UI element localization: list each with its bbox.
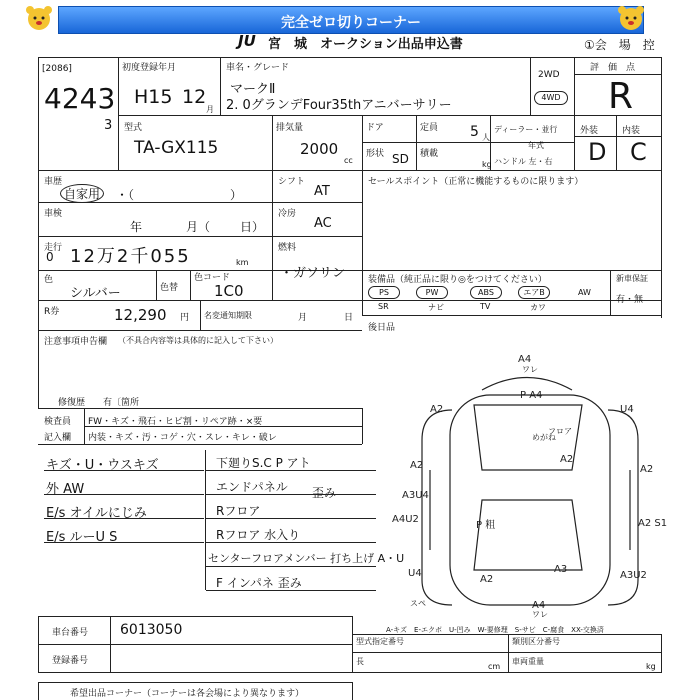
exterior-value: D <box>588 138 607 166</box>
type-designation-label: 型式指定番号 <box>356 637 404 646</box>
exterior-label: 外装 <box>580 126 599 136</box>
mileage-value: 12万2千055 <box>70 246 191 267</box>
auction-logo: JU <box>238 32 256 50</box>
mileage-unit: km <box>236 258 249 267</box>
length-unit: cm <box>488 662 501 671</box>
equip-leather: カワ <box>530 303 546 312</box>
remark-right-1: 下廻りS.C P アト <box>216 456 311 470</box>
color-label: 色 <box>44 275 54 285</box>
model-label: 型式 <box>124 123 143 133</box>
recycle-unit: 円 <box>180 313 190 323</box>
car-name: マークⅡ <box>230 82 276 97</box>
equip-pw: PW <box>416 286 448 299</box>
new-warranty-value: 有・無 <box>616 295 644 305</box>
inspector-label: 検査員 <box>44 417 72 427</box>
door-shape-value: SD <box>392 152 409 166</box>
color-code-label: 色コード <box>194 273 231 283</box>
mileage-label: 走行 <box>44 243 63 253</box>
svg-text:A3U2: A3U2 <box>620 570 647 581</box>
capacity-label: 定員 <box>420 123 439 133</box>
interior-label: 内装 <box>622 126 641 136</box>
plate-number-label: 登録番号 <box>52 656 89 666</box>
svg-text:A2: A2 <box>410 460 424 471</box>
registration-month-unit: 月 <box>206 105 214 114</box>
svg-text:A2: A2 <box>430 404 444 415</box>
door-shape-label: 形状 <box>366 149 385 159</box>
remark-left-2: 外 AW <box>46 482 85 497</box>
svg-text:P 粗: P 粗 <box>476 520 496 531</box>
svg-text:めがね: めがね <box>532 433 556 442</box>
lot-mark: 3 <box>104 118 113 133</box>
equip-tv: TV <box>480 302 491 311</box>
later-items-label: 後日品 <box>368 323 396 333</box>
cooling-value: AC <box>314 216 332 231</box>
svg-text:A2 S1: A2 S1 <box>638 518 668 529</box>
bear-mascot-right-icon <box>614 4 648 32</box>
repair-history: 修復歴 有〔箇所 <box>58 398 140 408</box>
length-label: 長 <box>356 657 364 666</box>
venue-copy-label: ①会 場 控 <box>584 38 655 52</box>
color-code-value: 1C0 <box>214 282 244 300</box>
registration-label: 初度登録年月 <box>122 63 177 73</box>
frame-number-value: 6013050 <box>120 622 183 638</box>
svg-text:A2: A2 <box>560 454 574 465</box>
remark-right-2: エンドパネル <box>216 480 288 494</box>
registration-month: 12 <box>182 86 207 108</box>
cooling-label: 冷房 <box>278 209 297 219</box>
history-value <box>60 184 104 203</box>
displacement-unit: cc <box>344 156 353 165</box>
remark-left-1: キズ・U・ウスキズ <box>46 458 159 473</box>
drive-4wd: 4WD <box>534 91 568 105</box>
color-value: シルバー <box>70 286 121 301</box>
color-change-label: 色替 <box>160 283 179 293</box>
capacity-value: 5 <box>470 124 479 140</box>
equip-airbag: エアB <box>518 286 550 299</box>
car-name-label: 車名・グレード <box>226 63 290 73</box>
remark-left-3: E/s オイルにじみ <box>46 506 147 521</box>
expiry-day: 日 <box>344 313 354 323</box>
remark-right-4: Rフロア 水入り <box>216 528 301 542</box>
history-other: ・（ ） <box>116 188 243 202</box>
handle-label: ハンドル 左・右 <box>494 157 553 166</box>
svg-text:A4: A4 <box>532 600 546 611</box>
new-warranty-label: 新車保証 <box>616 274 648 283</box>
svg-text:フロア: フロア <box>548 427 572 436</box>
shift-value: AT <box>314 184 330 199</box>
equip-abs: ABS <box>470 286 502 299</box>
remark-left-4: E/s ルーU S <box>46 530 118 545</box>
drive-2wd: 2WD <box>538 70 560 80</box>
shift-label: シフト <box>278 177 306 187</box>
diagram-legend: A-キズ E-エクボ U-凹み W-要修理 S-サビ C-腐食 XX-交換済 <box>386 626 604 634</box>
history-label: 車歴 <box>44 177 63 187</box>
remark-strain: 歪み <box>312 486 337 500</box>
svg-text:スペ: スペ <box>410 599 426 608</box>
capacity-unit: 人 <box>482 133 490 142</box>
history-circled: 自家用 <box>60 184 104 203</box>
weight-label: 車両重量 <box>512 657 544 666</box>
car-damage-diagram <box>382 350 672 620</box>
banner <box>58 6 644 34</box>
car-grade: 2. 0グランデFour35thアニバーサリー <box>226 98 452 113</box>
lot-number: 4243 <box>44 82 116 115</box>
sales-point-label: セールスポイント（正常に機能するものに限ります） <box>368 177 584 187</box>
fuel-label: 燃料 <box>278 243 297 253</box>
inspection-day: 日） <box>240 220 265 234</box>
interior-value: C <box>630 138 647 166</box>
remark-right-6: F インパネ 歪み <box>216 576 302 590</box>
svg-text:A2: A2 <box>640 464 654 475</box>
expiry-month: 月 <box>298 313 308 323</box>
frame-number-label: 車台番号 <box>52 628 89 638</box>
svg-text:P A4: P A4 <box>520 390 543 401</box>
model-value: TA-GX115 <box>134 138 219 158</box>
registration-era: H15 <box>134 86 173 108</box>
notes-sub: （不具合内容等は具体的に記入して下さい） <box>118 336 278 345</box>
equip-aw: AW <box>578 288 591 297</box>
auction-title: 宮 城 オークション出品申込書 <box>268 37 463 52</box>
recycle-label: R券 <box>44 307 60 317</box>
dealer-label: ディーラー・並行 <box>494 125 558 134</box>
banner-title: 完全ゼロ切りコーナー <box>281 15 421 31</box>
desired-corner-label: 希望出品コーナー（コーナーは各会場により異なります） <box>70 689 305 699</box>
svg-text:ワレ: ワレ <box>532 610 548 619</box>
load-label: 積載 <box>420 149 439 159</box>
grade-label: 評 価 点 <box>590 63 636 73</box>
equip-navi: ナビ <box>428 303 444 312</box>
svg-text:A3: A3 <box>554 564 568 575</box>
expiry-label: 名変通知期限 <box>204 311 252 320</box>
inspector-row2: 内装・キズ・汚・コゲ・穴・スレ・キレ・破レ <box>88 433 277 443</box>
year-label: 年式 <box>528 141 544 150</box>
svg-text:U4: U4 <box>620 404 634 415</box>
svg-text:U4: U4 <box>408 568 422 579</box>
mileage-prefix: 0 <box>46 250 54 264</box>
entry-label: 記入欄 <box>44 433 72 443</box>
weight-unit: kg <box>646 662 656 671</box>
grade-value: R <box>608 76 634 117</box>
door-label: ドア <box>366 123 384 133</box>
equip-ps: PS <box>368 286 400 299</box>
lot-tag: [2086] <box>42 64 72 74</box>
bear-mascot-left-icon <box>22 4 56 32</box>
svg-text:A4: A4 <box>518 354 532 365</box>
equipment-label: 装備品（純正品に限り◎をつけてください） <box>368 275 547 285</box>
displacement-value: 2000 <box>300 140 339 158</box>
svg-text:A2: A2 <box>480 574 494 585</box>
equip-sr: SR <box>378 302 389 311</box>
displacement-label: 排気量 <box>276 123 304 133</box>
fuel-value: ・ガソリン <box>280 266 346 281</box>
load-unit: kg <box>482 160 492 169</box>
remark-right-5: センターフロアメンバー 打ち上げ A・U <box>208 552 405 565</box>
inspection-month: 月（ <box>186 220 211 234</box>
inspection-label: 車検 <box>44 209 63 219</box>
svg-text:ワレ: ワレ <box>522 365 538 374</box>
recycle-value: 12,290 <box>114 306 167 324</box>
remark-right-3: Rフロア <box>216 504 261 518</box>
notes-label: 注意事項申告欄 <box>44 337 108 347</box>
svg-text:A3U4: A3U4 <box>402 490 429 501</box>
category-number-label: 類別区分番号 <box>512 637 560 646</box>
svg-text:A4U2: A4U2 <box>392 514 419 525</box>
inspector-row1: FW・キズ・飛石・ヒビ割・リペア跡・×要 <box>88 417 263 427</box>
inspection-year: 年 <box>130 220 143 234</box>
